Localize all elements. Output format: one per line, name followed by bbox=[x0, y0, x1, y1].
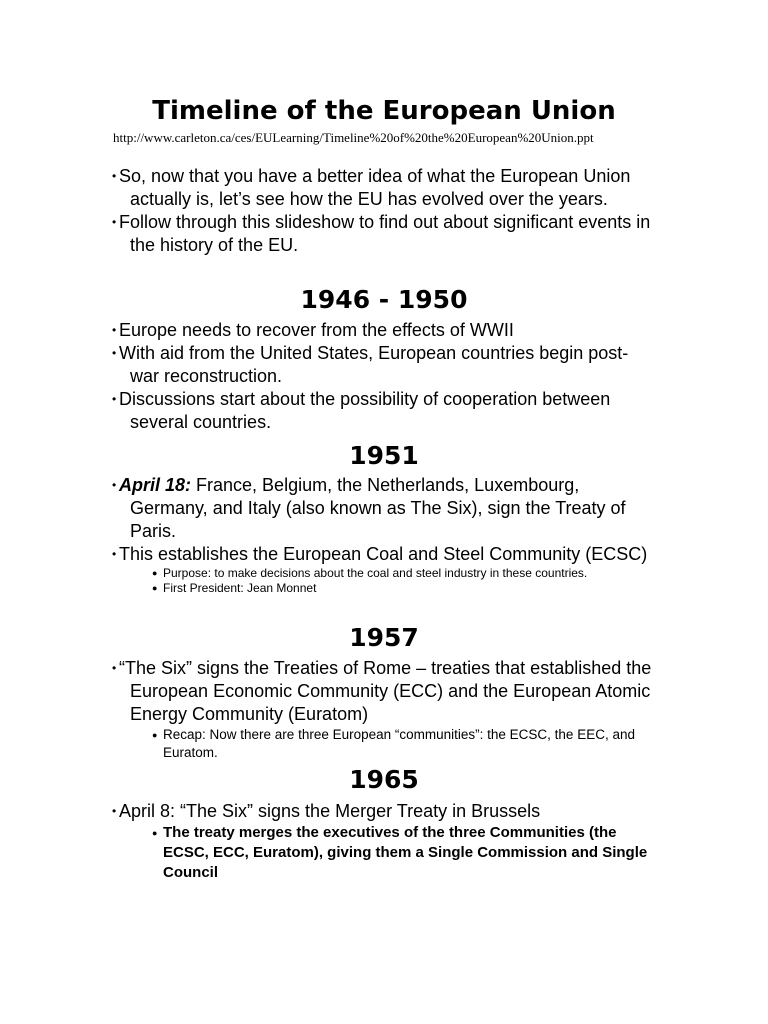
section-bullet-text: This establishes the European Coal and Steel Community (ECSC) bbox=[119, 544, 648, 564]
bullet-glyph: • bbox=[112, 169, 117, 183]
sub-bullet-glyph: ● bbox=[152, 583, 158, 593]
section-bullet bbox=[112, 800, 652, 883]
section-bullet bbox=[112, 474, 652, 543]
source-url[interactable]: http://www.carleton.ca/ces/EULearning/Timeline%20of%20the%20European%20Union.ppt bbox=[113, 130, 594, 145]
section-year-heading: 1957 bbox=[349, 623, 419, 652]
section-bullet-text: With aid from the United States, European countries begin post-war reconstruction. bbox=[119, 343, 629, 386]
intro-bullet-text: So, now that you have a better idea of what the European Union actually is, let’s see how the EU has evolved over the years. bbox=[119, 166, 631, 209]
sub-bullet-text: Purpose: to make decisions about the coal and steel industry in these countries. bbox=[163, 566, 588, 580]
section-bullet-list bbox=[112, 800, 652, 883]
section-bullet-text: “The Six” signs the Treaties of Rome – treaties that established the European Economic Community (ECC) and the European Atomic Energy Community (Euratom) bbox=[119, 658, 652, 724]
bullet-glyph: • bbox=[112, 804, 117, 818]
section-year-heading: 1965 bbox=[349, 765, 419, 794]
sub-bullet bbox=[152, 566, 652, 581]
section-bullet bbox=[112, 657, 652, 761]
sub-bullet bbox=[152, 823, 652, 883]
section-bullet-list bbox=[112, 319, 652, 434]
section-bullet-list bbox=[112, 474, 652, 596]
sub-bullet-glyph: ● bbox=[152, 568, 158, 578]
intro-bullet-list bbox=[112, 165, 652, 257]
bullet-glyph: • bbox=[112, 392, 117, 406]
sub-bullet bbox=[152, 581, 652, 596]
sub-bullet-text: First President: Jean Monnet bbox=[163, 581, 317, 595]
section-bullet-text: France, Belgium, the Netherlands, Luxembourg, Germany, and Italy (also known as The Six), sign the Treaty of Paris. bbox=[130, 475, 626, 541]
sub-bullet-list bbox=[130, 726, 652, 761]
bullet-glyph: • bbox=[112, 547, 117, 561]
intro-bullet bbox=[112, 211, 652, 257]
section-year-heading: 1951 bbox=[349, 441, 419, 470]
sub-bullet-glyph: ● bbox=[152, 730, 158, 740]
sub-bullet-text: Recap: Now there are three European “communities”: the ECSC, the EEC, and Euratom. bbox=[163, 727, 635, 760]
intro-bullet-text: Follow through this slideshow to find out about significant events in the history of the EU. bbox=[119, 212, 651, 255]
intro-bullet bbox=[112, 165, 652, 211]
bullet-date: April 18: bbox=[119, 475, 192, 495]
sub-bullet-glyph: ● bbox=[152, 828, 158, 838]
sub-bullet-text: The treaty merges the executives of the three Communities (the ECSC, ECC, Euratom), giving them a Single Commission and Single Council bbox=[163, 824, 648, 881]
bullet-glyph: • bbox=[112, 346, 117, 360]
section-bullet bbox=[112, 543, 652, 596]
sub-bullet bbox=[152, 726, 652, 761]
bullet-glyph: • bbox=[112, 323, 117, 337]
section-bullet bbox=[112, 388, 652, 434]
bullet-glyph: • bbox=[112, 661, 117, 675]
page-title: Timeline of the European Union bbox=[152, 96, 616, 126]
sub-bullet-list bbox=[130, 823, 652, 883]
section-bullet-text: Europe needs to recover from the effects of WWII bbox=[119, 320, 514, 340]
section-year-heading: 1946 - 1950 bbox=[300, 285, 468, 314]
bullet-glyph: • bbox=[112, 215, 117, 229]
section-bullet-text: April 8: “The Six” signs the Merger Treaty in Brussels bbox=[119, 801, 541, 821]
sub-bullet-list bbox=[130, 566, 652, 596]
section-bullet-text: Discussions start about the possibility of cooperation between several countries. bbox=[119, 389, 611, 432]
section-bullet bbox=[112, 342, 652, 388]
section-bullet bbox=[112, 319, 652, 342]
bullet-glyph: • bbox=[112, 478, 117, 492]
section-bullet-list bbox=[112, 657, 652, 761]
